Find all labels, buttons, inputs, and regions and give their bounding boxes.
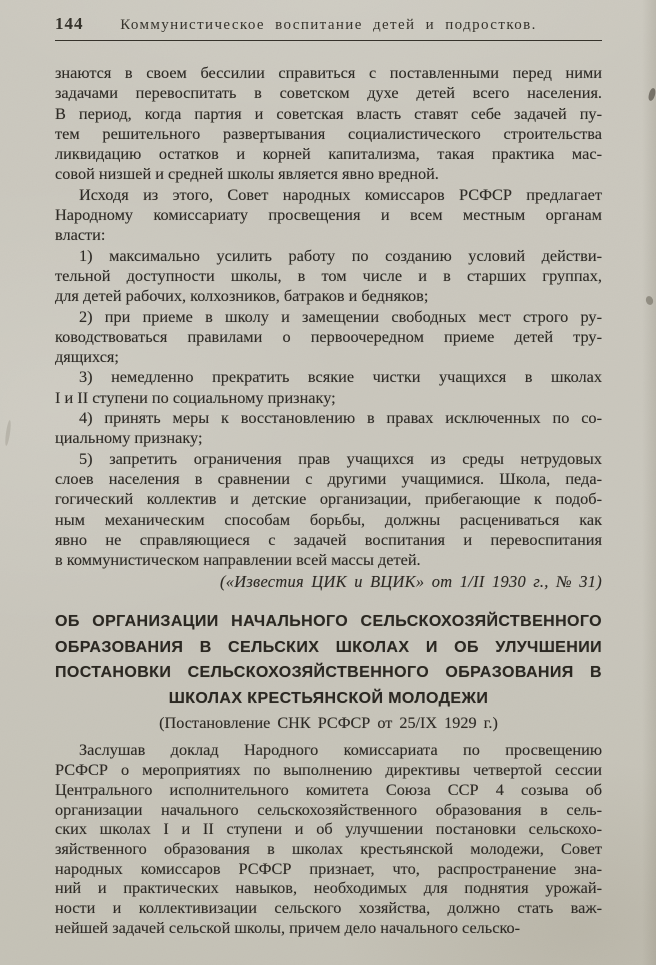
paragraph-block bbox=[55, 246, 602, 307]
text-line: I и II ступени по социальному признаку; bbox=[55, 387, 336, 407]
text-line: задачами перевоспитать в советском духе детей всего населения. bbox=[55, 83, 602, 103]
header-rule bbox=[55, 40, 602, 41]
text-line: явно не справляющиеся с задачей воспитания и перевоспитания bbox=[55, 529, 602, 549]
text-line: ным механическим способам борьбы, должны расцениваться как bbox=[55, 509, 602, 529]
text-line: слоев населения в сравнении с другими учащимися. Школа, педа- bbox=[55, 468, 602, 488]
text-line: зяйственного образования в школах крестьянской молодежи, Совет bbox=[55, 838, 602, 858]
page-content bbox=[55, 14, 602, 937]
paragraph-block bbox=[55, 408, 602, 449]
heading-block bbox=[55, 609, 602, 711]
text-line: ПОСТАНОВКИ СЕЛЬСКОХОЗЯЙСТВЕННОГО ОБРАЗОВАНИЯ В bbox=[55, 664, 602, 682]
subheading-block: (Постановление СНК РСФСР от 25/IX 1929 г.) bbox=[159, 714, 498, 733]
text-line: РСФСР о мероприятиях по выполнению директивы четвертой сессии bbox=[55, 760, 602, 780]
text-line: Заслушав доклад Народного комиссариата по просвещению bbox=[79, 740, 602, 760]
text-line: тельной доступности школы, в том числе и в старших группах, bbox=[55, 265, 602, 285]
paragraph-block bbox=[55, 449, 602, 571]
text-line: 3) немедленно прекратить всякие чистки учащихся в школах bbox=[79, 367, 602, 387]
text-line: организации начального сельскохозяйственного образования в сель- bbox=[55, 799, 602, 819]
text-line: гогический коллектив и детские организации, прибегающие к подоб- bbox=[55, 489, 602, 509]
page-edge-mark bbox=[645, 295, 655, 306]
text-line: ликвидацию остатков и корней капитализма, такая практика мас- bbox=[55, 144, 602, 164]
text-line: 1) максимально усилить работу по созданию условий действи- bbox=[79, 245, 602, 265]
text-line: для детей рабочих, колхозников, батраков и бедняков; bbox=[55, 286, 429, 306]
text-line: власти: bbox=[55, 225, 106, 245]
text-line: ШКОЛАХ КРЕСТЬЯНСКОЙ МОЛОДЕЖИ bbox=[168, 689, 489, 707]
text-line: 5) запретить ограничения прав учащихся из среды нетрудовых bbox=[79, 448, 602, 468]
text-line: народных комиссаров РСФСР признает, что, распространение зна- bbox=[55, 858, 602, 878]
text-line: ских школах I и II ступени и об улучшении постановки сельскохо- bbox=[55, 819, 602, 839]
text-line: ности и коллективизации сельского хозяйства, должно стать важ- bbox=[55, 898, 602, 918]
paragraph-block bbox=[55, 63, 602, 185]
text-line: нейшей задачей сельской школы, причем дело начального сельско- bbox=[55, 917, 521, 937]
paragraph-block bbox=[55, 307, 602, 368]
text-line: ОБРАЗОВАНИЯ В СЕЛЬСКИХ ШКОЛАХ И ОБ УЛУЧШЕНИИ bbox=[55, 638, 602, 656]
text-line: 2) при приеме в школу и замещении свободных мест строго ру- bbox=[79, 306, 602, 326]
text-line: тем решительного развертывания социалистического строительства bbox=[55, 123, 602, 143]
text-line: Народному комиссариату просвещения и всем местным органам bbox=[55, 205, 602, 225]
paper-stain bbox=[4, 420, 12, 446]
text-line: Исходя из этого, Совет народных комиссаров РСФСР предлагает bbox=[79, 184, 602, 204]
paragraph-block bbox=[55, 740, 602, 937]
text-line: 4) принять меры к восстановлению в правах исключенных по со- bbox=[79, 408, 602, 428]
text-line: ОБ ОРГАНИЗАЦИИ НАЧАЛЬНОГО СЕЛЬСКОХОЗЯЙСТВЕННОГО bbox=[55, 613, 602, 631]
text-line: в коммунистическом направлении всей массы детей. bbox=[55, 550, 421, 570]
paragraph-block bbox=[55, 185, 602, 246]
text-line: циальному признаку; bbox=[55, 428, 203, 448]
text-line: В период, когда партия и советская власть ставят себе задачей пу- bbox=[55, 103, 602, 123]
running-title: Коммунистическое воспитание детей и подростков. bbox=[120, 17, 537, 33]
paragraph-block bbox=[55, 367, 602, 408]
document-body bbox=[55, 63, 602, 937]
page-number: 144 bbox=[55, 14, 84, 33]
running-header bbox=[55, 14, 602, 35]
text-line: Центрального исполнительного комитета Союза ССР 4 созыва об bbox=[55, 779, 602, 799]
text-line: ководствоваться правилами о первоочередном приеме детей тру- bbox=[55, 326, 602, 346]
citation-block: («Известия ЦИК и ВЦИК» от 1/II 1930 г., № 31) bbox=[219, 572, 602, 592]
text-line: дящихся; bbox=[55, 347, 119, 367]
page-edge-mark bbox=[647, 87, 656, 101]
text-line: знаются в своем бессилии справиться с поставленными перед ними bbox=[55, 63, 602, 82]
text-line: ний и практических навыков, необходимых для поднятия урожай- bbox=[55, 878, 602, 898]
text-line: совой низшей и средней школы является явно вредной. bbox=[55, 164, 439, 184]
